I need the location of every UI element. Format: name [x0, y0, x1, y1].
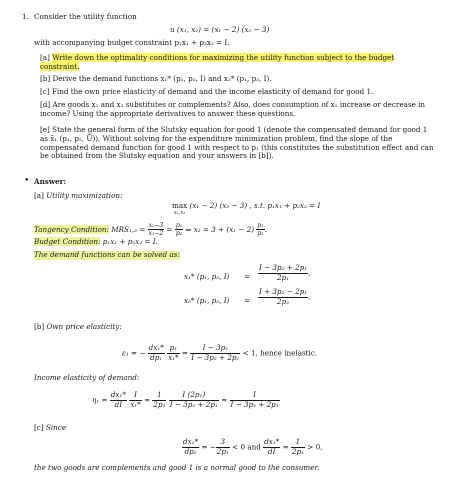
- answer-b-title: Own price elasticity:: [46, 322, 122, 331]
- x2-demand-lhs: x₂* (p₁, p₂, I): [184, 296, 230, 305]
- own-price-elasticity-eq: [122, 344, 317, 363]
- budget-label: Budget Condition:: [34, 237, 101, 246]
- elasticity-tail: < 1, hence inelastic.: [242, 348, 318, 358]
- tangency-label: Tangency Condition:: [34, 224, 109, 234]
- answer-b-label: [b]: [34, 322, 45, 331]
- deriv-d1-num: dx₁*: [183, 437, 199, 446]
- utility-equation: u (x₁, x₂) = (x₁ − 2) (x₂ − 3): [170, 25, 270, 34]
- problem-number: 1.: [22, 12, 29, 21]
- part-b-label: [b]: [40, 74, 51, 83]
- deriv-d4-num: 1: [291, 438, 305, 448]
- tangency-mrs: MRS₁,₂ =: [111, 224, 146, 234]
- budget-constraint-text: with accompanying budget constraint p₁x₁ + p₂x₂ = I.: [34, 38, 230, 47]
- income-i1-num: dx₁*: [110, 390, 126, 399]
- elasticity-f3-num: I − 3p₂: [190, 344, 240, 354]
- tangency-implication: ⇒ x₂ = 3 + (x₁ − 2): [185, 224, 255, 234]
- x2-demand-period: .: [308, 292, 311, 302]
- part-e-text: State the general form of the Slutsky equation for good 1 (denote the compensated demand for good 1 as x̃₁ (p₁, p₂, Ū)). Without solving for the expenditure minimization problem, find the slope of the compensated demand function for good 1 with respect to p₁ (this constitutes the substitution effect and can be obtained from the Slutsky equation and your answers in [b]).: [40, 125, 434, 161]
- income-i2-num: I: [129, 391, 142, 401]
- tangency-frac1-den: x₁−2: [148, 230, 164, 238]
- tangency-condition: [34, 222, 267, 238]
- part-c-text: Find the own price elasticity of demand and the income elasticity of demand for good 1.: [51, 87, 374, 96]
- part-d: [40, 101, 435, 119]
- derivative-signs-eq: $\frac{\text{dx₁*}}{\text{dp₂}}$ = − $\frac{3}{\text{2p₁}}$ < 0 and $\frac{\text{dx₁*}}{dI}$ = $\frac{1}{\text{2p₁}}$ > 0,: [183, 437, 323, 456]
- deriv-d2-num: 3: [216, 438, 230, 448]
- demand-functions-text: The demand functions can be solved as:: [34, 250, 180, 259]
- deriv-d1-den: dp₂: [184, 446, 197, 456]
- part-e-label: [e]: [40, 125, 50, 134]
- deriv-d3-den: dI: [267, 446, 276, 456]
- max-operator: max: [172, 201, 188, 210]
- deriv-d3-num: dx₁*: [264, 437, 280, 446]
- tangency-frac3-den: p₂: [257, 230, 264, 238]
- answer-a-heading: [34, 192, 122, 201]
- part-d-label: [d]: [40, 100, 51, 109]
- income-i3-num: 1: [152, 391, 166, 401]
- budget-equation: p₁x₁ + p₂x₂ = I.: [102, 237, 158, 246]
- income-i2-den: x₁*: [130, 399, 141, 409]
- part-b: [40, 75, 435, 84]
- part-d-text: Are goods x₁ and x₂ substitutes or complements? Also, does consumption of x₁ increase or decrease in income? Using the appropriate derivatives to answer these questions.: [40, 100, 426, 118]
- answer-c-conclusion: the two goods are complements and good 1 is a normal good to the consumer.: [34, 463, 320, 472]
- budget-condition: [34, 238, 158, 247]
- answer-c-heading: [34, 424, 66, 433]
- tangency-frac1-num: x₂−3: [148, 222, 164, 229]
- deriv-mid: < 0 and: [232, 442, 261, 452]
- elasticity-f2-num: p₁: [167, 344, 180, 354]
- income-eq-sign-1: =: [144, 395, 151, 405]
- tangency-frac2-den: p₂: [175, 230, 183, 238]
- problem-intro: Consider the utility function: [34, 12, 137, 21]
- x1-demand-den: 2p₁: [277, 272, 290, 282]
- x1-demand-rhs: [258, 264, 310, 283]
- deriv-d4-den: 2p₁: [291, 446, 304, 456]
- part-b-text: Derive the demand functions x₁* (p₁, p₂, I) and x₂* (p₁, p₂, I).: [52, 74, 272, 83]
- part-e: [40, 126, 435, 161]
- tangency-eq: =: [166, 224, 173, 234]
- tangency-frac2-num: p₁: [175, 222, 183, 229]
- income-i4-num: I (2p₁): [169, 391, 219, 401]
- x1-demand-comma: ,: [308, 268, 311, 278]
- part-c-label: [c]: [40, 87, 50, 96]
- income-i5-num: I: [230, 391, 280, 401]
- answer-a-title: Utility maximization:: [46, 191, 123, 200]
- deriv-eq-sign-1: =: [201, 442, 208, 452]
- answer-heading: Answer:: [34, 177, 67, 186]
- x2-demand-den: 2p₂: [277, 296, 290, 306]
- deriv-d2-den: 2p₁: [216, 446, 229, 456]
- elasticity-f1-den: dp₁: [150, 352, 163, 362]
- answer-c-label: [c]: [34, 423, 44, 432]
- answer-bullet: •: [24, 176, 30, 186]
- answer-b-heading: [34, 323, 122, 332]
- answer-a-label: [a]: [34, 191, 44, 200]
- part-c: [40, 88, 435, 97]
- x2-demand-eq-sign: =: [244, 296, 251, 305]
- income-elasticity-eq: [92, 391, 280, 410]
- answer-c-title: Since: [45, 423, 67, 432]
- part-a-label: [a]: [40, 53, 50, 62]
- income-i4-den: I − 3p₂ + 2p₁: [169, 399, 218, 409]
- part-a-text: Write down the optimality conditions for maximizing the utility function subject to the budget constraint.: [40, 53, 395, 71]
- tangency-end: .: [264, 224, 267, 234]
- tangency-frac3-num: p₁: [257, 222, 264, 229]
- income-elasticity-title: Income elasticity of demand:: [34, 373, 140, 382]
- x2-demand-rhs: [258, 288, 310, 307]
- max-subscript: x₁,x₂: [173, 209, 186, 216]
- elasticity-f1-num: dx₁*: [148, 343, 164, 352]
- income-i5-den: I − 3p₂ + 2p₁: [230, 399, 279, 409]
- x1-demand-eq-sign: =: [244, 272, 251, 281]
- income-i1-den: dI: [114, 399, 123, 409]
- elasticity-lhs: ε₁ = −: [122, 348, 146, 358]
- part-a: [40, 54, 435, 72]
- x2-demand-num: I + 3p₂ − 2p₁: [259, 287, 308, 296]
- max-problem: [172, 202, 320, 216]
- deriv-tail: > 0,: [307, 442, 323, 452]
- income-i3-den: 2p₁: [153, 399, 166, 409]
- elasticity-eq-sign: =: [181, 348, 188, 358]
- deriv-eq-sign-2: =: [282, 442, 289, 452]
- x1-demand-lhs: x₁* (p₁, p₂, I): [184, 272, 230, 281]
- x1-demand-num: I − 3p₂ + 2p₁: [259, 263, 308, 272]
- income-eq-sign-2: =: [221, 395, 228, 405]
- max-objective: (x₁ − 2) (x₂ − 3) , s.t. p₁x₁ + p₂x₂ = I: [189, 201, 321, 210]
- elasticity-f3-den: I − 3p₂ + 2p₁: [191, 352, 240, 362]
- elasticity-f2-den: x₁*: [168, 352, 179, 362]
- income-elasticity-lhs: η₁ =: [92, 395, 108, 405]
